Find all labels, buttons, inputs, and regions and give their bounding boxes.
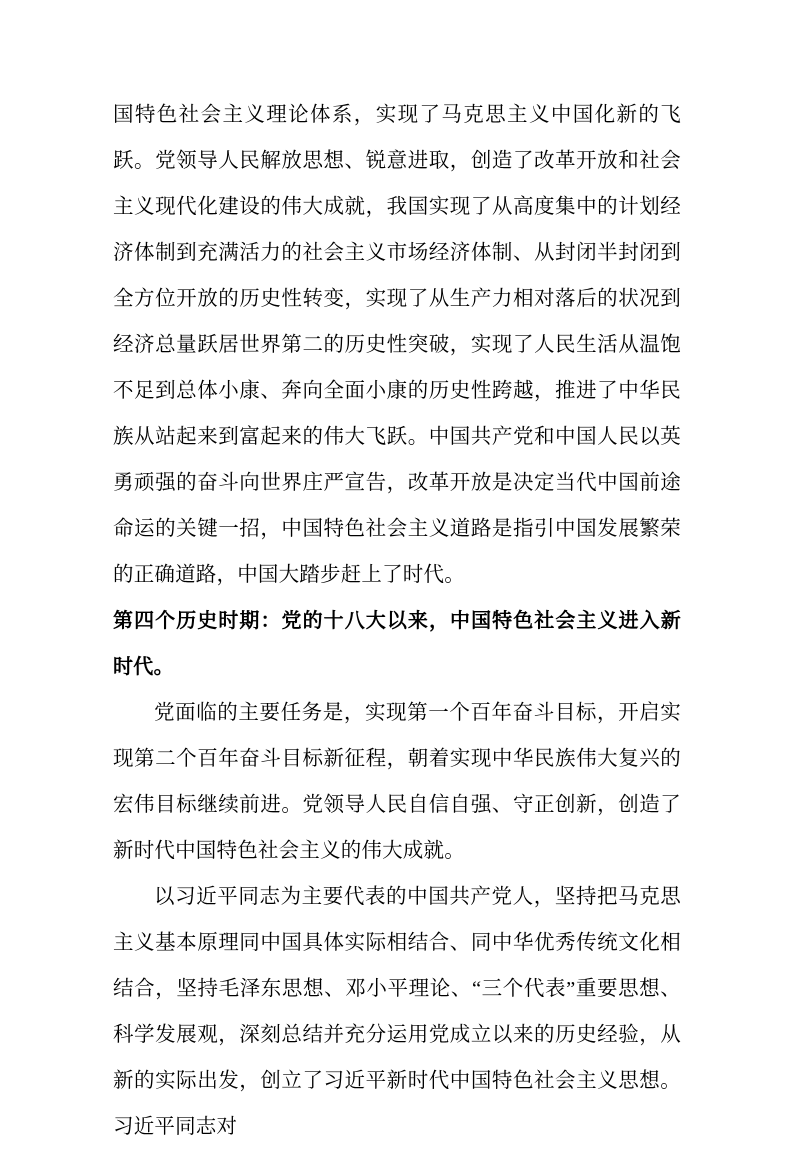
page-content (113, 92, 681, 1150)
paragraph-continuation: 国特色社会主义理论体系，实现了马克思主义中国化新的飞跃。党领导人民解放思想、锐意进取，创造了改革开放和社会主义现代化建设的伟大成就，我国实现了从高度集中的计划经济体制到充满活力的社会主义市场经济体制、从封闭半封闭到全方位开放的历史性转变，实现了从生产力相对落后的状况到经济总量跃居世界第二的历史性突破，实现了人民生活从温饱不足到总体小康、奔向全面小康的历史性跨越，推进了中华民族从站起来到富起来的伟大飞跃。中国共产党和中国人民以英勇顽强的奋斗向世界庄严宣告，改革开放是决定当代中国前途命运的关键一招，中国特色社会主义道路是指引中国发展繁荣的正确道路，中国大踏步赶上了时代。 (113, 104, 681, 586)
paragraph-main-task: 党面临的主要任务是，实现第一个百年奋斗目标，开启实现第二个百年奋斗目标新征程，朝着实现中华民族伟大复兴的宏伟目标继续前进。党领导人民自信自强、守正创新，创造了新时代中国特色社会主义的伟大成就。 (113, 702, 681, 862)
section-heading-fourth-period: 第四个历史时期：党的十八大以来，中国特色社会主义进入新时代。 (113, 610, 681, 678)
paragraph-xi-thought: 以习近平同志为主要代表的中国共产党人，坚持把马克思主义基本原理同中国具体实际相结合、同中华优秀传统文化相结合，坚持毛泽东思想、邓小平理论、“三个代表”重要思想、科学发展观，深刻总结并充分运用党成立以来的历史经验，从新的实际出发，创立了习近平新时代中国特色社会主义思想。习近平同志对 (113, 886, 681, 1138)
